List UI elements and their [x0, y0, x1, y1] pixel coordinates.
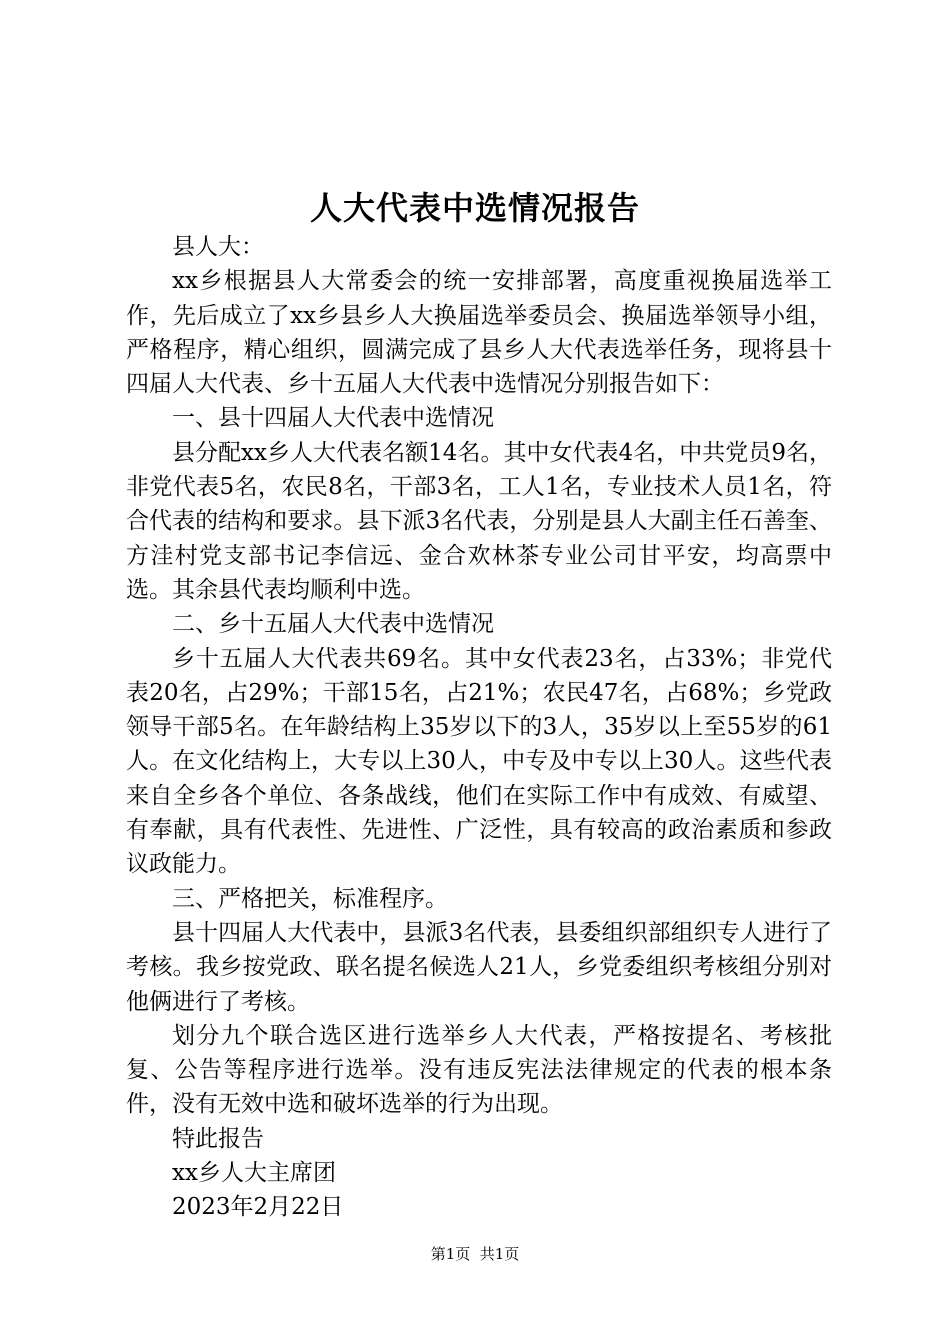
section-heading-3: 三、严格把关，标准程序。 — [172, 885, 448, 912]
section-heading-1: 一、县十四届人大代表中选情况 — [172, 405, 494, 432]
intro-paragraph: xx乡根据县人大常委会的统一安排部署，高度重视换届选举工作，先后成立了xx乡县乡人大换届选举委员会、换届选举领导小组，严格程序，精心组织，圆满完成了县乡人大代表选举任务，现将县十四届人大代表、乡十五届人大代表中选情况分别报告如下： — [126, 268, 832, 398]
section-1-paragraph: 县分配xx乡人大代表名额14名。其中女代表4名，中共党员9名，非党代表5名，农民8名，干部3名，工人1名，专业技术人员1名，符合代表的结构和要求。县下派3名代表，分别是县人大副主任石善奎、方洼村党支部书记李信远、金合欢林茶专业公司甘平安，均高票中选。其余县代表均顺利中选。 — [126, 439, 832, 603]
section-3-paragraph-1: 县十四届人大代表中，县派3名代表，县委组织部组织专人进行了考核。我乡按党政、联名提名候选人21人，乡党委组织考核组分别对他俩进行了考核。 — [126, 919, 832, 1015]
signature-org: xx乡人大主席团 — [172, 1160, 336, 1187]
section-3-paragraph-2: 划分九个联合选区进行选举乡人大代表，严格按提名、考核批复、公告等程序进行选举。没有违反宪法法律规定的代表的根本条件，没有无效中选和破坏选举的行为出现。 — [126, 1022, 832, 1118]
section-2-paragraph: 乡十五届人大代表共69名。其中女代表23名，占33%；非党代表20名，占29%；干部15名，占21%；农民47名，占68%；乡党政领导干部5名。在年龄结构上35岁以下的3人，35岁以上至55岁的61人。在文化结构上，大专以上30人，中专及中专以上30人。这些代表来自全乡各个单位、各条战线，他们在实际工作中有成效、有威望、有奉献，具有代表性、先进性、广泛性，具有较高的政治素质和参政议政能力。 — [126, 645, 832, 878]
closing-line: 特此报告 — [172, 1125, 264, 1152]
signature-date: 2023年2月22日 — [172, 1194, 344, 1221]
document-title: 人大代表中选情况报告 — [309, 189, 640, 227]
section-heading-2: 二、乡十五届人大代表中选情况 — [172, 611, 494, 638]
document-body — [126, 230, 832, 1225]
page-footer — [0, 1244, 950, 1264]
page-number: 第1页 共1页 — [430, 1245, 520, 1263]
salutation: 县人大： — [172, 234, 264, 260]
